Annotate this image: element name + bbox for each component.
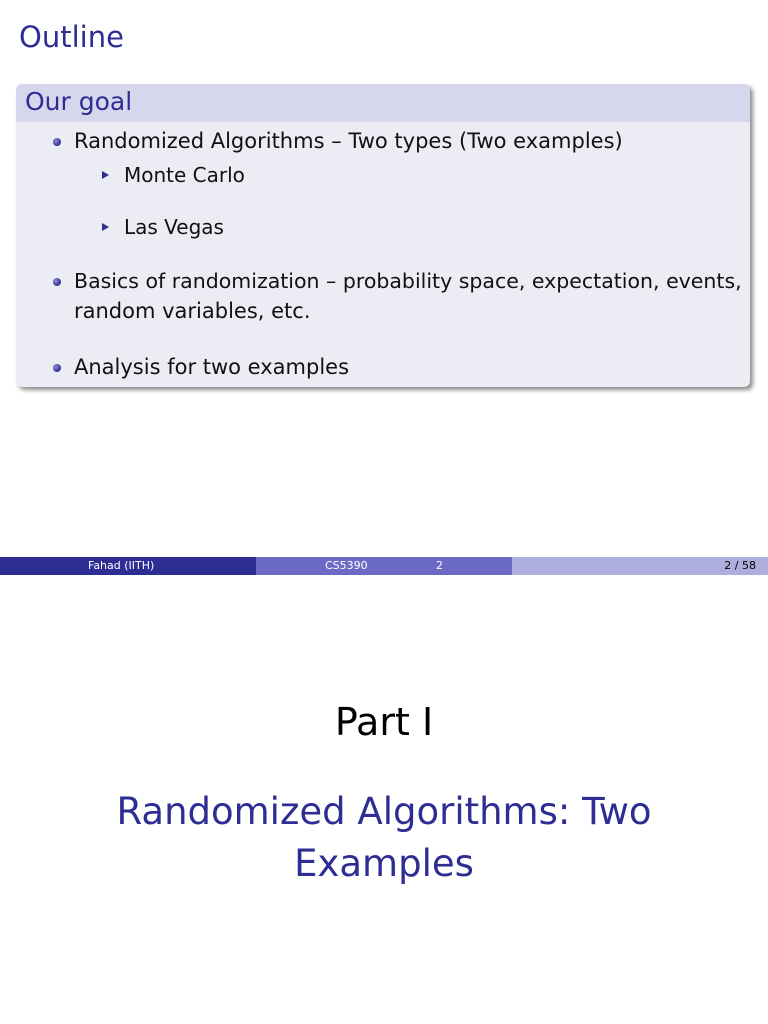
triangle-bullet-icon (102, 171, 109, 179)
footer-course-segment (256, 557, 512, 575)
list-item-basics-line2: random variables, etc. (74, 299, 311, 323)
bullet-icon (53, 138, 61, 146)
part-title: Part I (334, 700, 434, 744)
footer-page-number: 2 / 58 (724, 559, 756, 572)
part-subtitle (0, 786, 768, 890)
triangle-bullet-icon (102, 223, 109, 231)
slide-part-title (0, 576, 768, 1024)
list-item-basics-line1: Basics of randomization – probability space, expectation, events, (74, 269, 742, 293)
footer-lecture: 2 (436, 559, 443, 572)
block-title: Our goal (16, 84, 750, 122)
part-subtitle-line1: Randomized Algorithms: Two (116, 790, 652, 833)
frame-title: Outline (19, 20, 124, 54)
subitem-las-vegas: Las Vegas (124, 215, 224, 239)
footer-author: Fahad (IITH) (88, 559, 155, 572)
bullet-icon (53, 364, 61, 372)
list-item-analysis: Analysis for two examples (74, 355, 350, 379)
part-subtitle-line2: Examples (294, 842, 474, 885)
list-item-randomized-algorithms: Randomized Algorithms – Two types (Two examples) (74, 129, 623, 153)
footer-bar (0, 557, 768, 575)
bullet-icon (53, 278, 61, 286)
subitem-monte-carlo: Monte Carlo (124, 163, 245, 187)
footer-author-segment (0, 557, 256, 575)
footer-course: CS5390 (325, 559, 368, 572)
footer-page-segment (512, 557, 768, 575)
goal-block (16, 84, 750, 387)
